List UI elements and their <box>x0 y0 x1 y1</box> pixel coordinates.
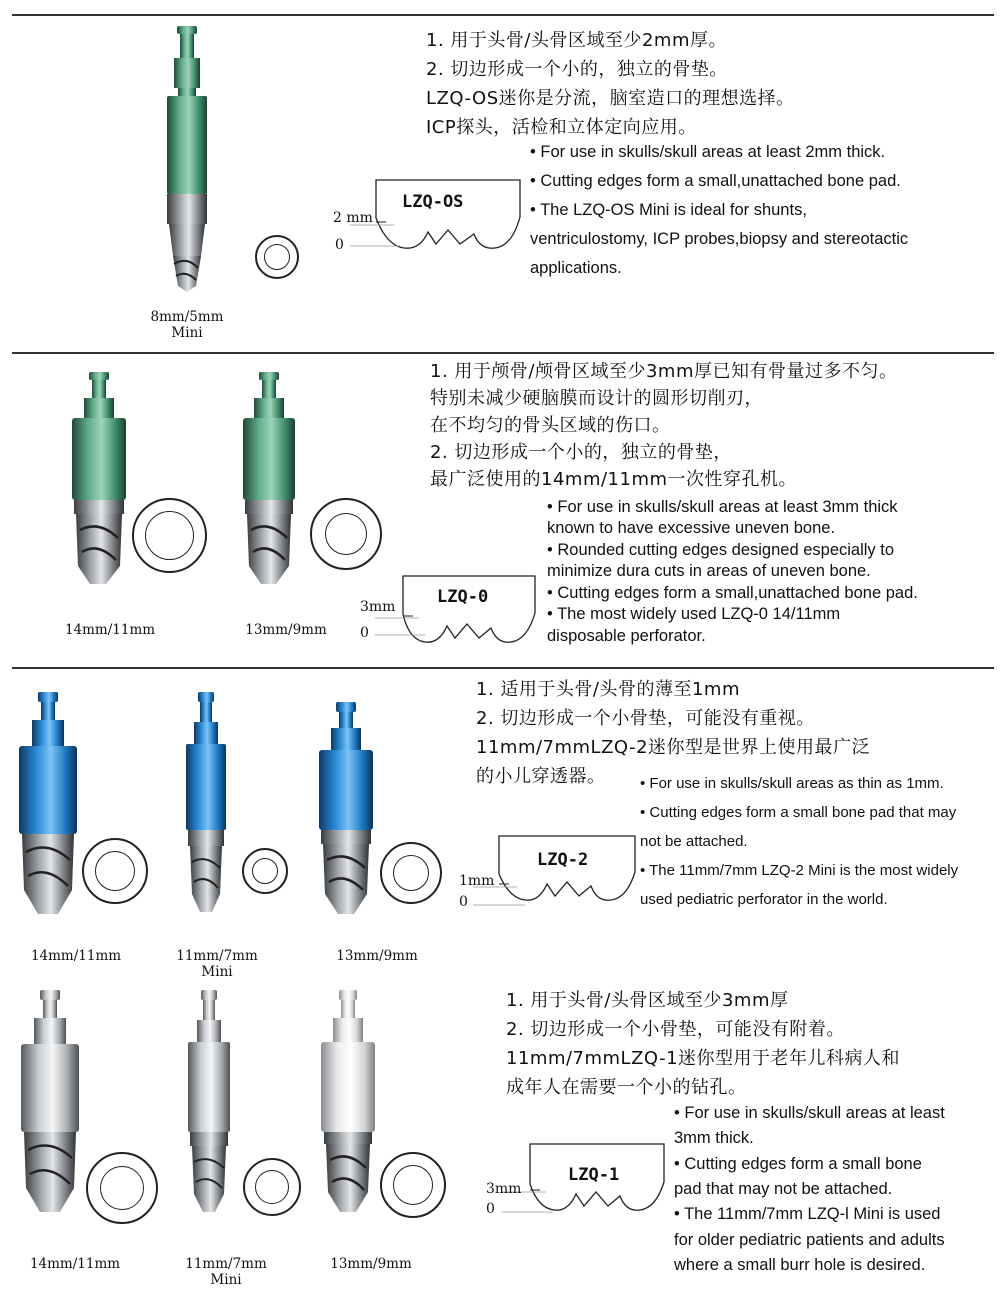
cn-line-3: 11mm/7mmLZQ-1迷你型用于老年儿科病人和 <box>506 1048 901 1069</box>
drill-caption: 13mm/9mm <box>245 622 327 638</box>
cn-line-1: 1. 用于颅骨/颅骨区域至少3mm厚已知有骨量过多不匀。 <box>430 361 898 382</box>
drill-caption: 14mm/11mm <box>30 948 122 964</box>
bone-pad-ring <box>380 842 442 904</box>
bone-pad-ring <box>380 1152 446 1218</box>
drill-image-white-13 <box>316 988 380 1220</box>
diagram-label: LZQ-0 <box>437 587 489 607</box>
en-line-6: for older pediatric patients and adults <box>674 1231 945 1249</box>
diagram-label: LZQ-OS <box>402 192 464 212</box>
en-line-1: • For use in skulls/skull areas at least <box>674 1104 945 1122</box>
bone-pad-ring <box>255 235 299 279</box>
en-line-5: • The 11mm/7mm LZQ-l Mini is used <box>674 1205 941 1223</box>
diagram-label: LZQ-2 <box>537 850 589 870</box>
zero-label: 0 <box>335 237 344 253</box>
en-line-2: known to have excessive uneven bone. <box>547 519 836 537</box>
cn-line-1: 1. 用于头骨/头骨区域至少3mm厚 <box>506 990 789 1011</box>
cn-line-1: 1. 适用于头骨/头骨的薄至1mm <box>476 679 740 700</box>
cn-line-4: ICP探头，活检和立体定向应用。 <box>426 117 697 138</box>
en-line-5: • Cutting edges form a small,unattached bone pad. <box>547 584 918 602</box>
section-divider-2 <box>12 352 994 354</box>
drill-image-blue-mini <box>182 690 230 922</box>
depth-diagram-lzq-2 <box>455 832 645 914</box>
depth-diagram-lzq-0 <box>355 568 545 658</box>
en-line-4: minimize dura cuts in areas of uneven bone. <box>547 562 871 580</box>
cn-line-4: 成年人在需要一个小的钻孔。 <box>506 1077 747 1098</box>
drill-caption: 14mm/11mm <box>29 1256 121 1272</box>
en-line-5: used pediatric perforator in the world. <box>640 891 888 908</box>
cn-line-2: 特别未减少硬脑膜而设计的圆形切削刃， <box>430 388 763 409</box>
section-divider-3 <box>12 667 994 669</box>
bone-pad-ring <box>86 1152 158 1224</box>
top-divider <box>12 14 994 16</box>
depth-diagram-lzq-1 <box>482 1140 672 1222</box>
en-line-4: • The 11mm/7mm LZQ-2 Mini is the most widely <box>640 862 959 879</box>
drill-image-blue-13 <box>312 700 378 922</box>
en-line-4: ventriculostomy, ICP probes,biopsy and stereotactic <box>530 230 909 248</box>
cn-line-5: 最广泛使用的14mm/11mm一次性穿孔机。 <box>430 469 798 490</box>
drill-caption: 8mm/5mm Mini <box>150 309 224 341</box>
zero-label: 0 <box>486 1201 495 1217</box>
depth-label: 2 mm <box>333 210 373 226</box>
en-line-3: not be attached. <box>640 833 748 850</box>
en-line-4: pad that may not be attached. <box>674 1180 893 1198</box>
en-line-2: • Cutting edges form a small bone pad that may <box>640 804 957 821</box>
cn-line-4: 的小儿穿透器。 <box>476 766 606 787</box>
zero-label: 0 <box>459 894 468 910</box>
cn-line-4: 2. 切边形成一个小的，独立的骨垫， <box>430 442 732 463</box>
depth-label: 3mm <box>360 599 396 615</box>
diagram-label: LZQ-1 <box>568 1165 620 1185</box>
drill-image-silver-14 <box>16 988 84 1220</box>
drill-image-silver-mini <box>184 988 234 1220</box>
en-line-3: • Cutting edges form a small bone <box>674 1155 922 1173</box>
depth-label: 1mm <box>459 873 495 889</box>
drill-image-green-14 <box>64 370 134 592</box>
drill-image-green-13 <box>236 370 302 592</box>
bone-pad-ring <box>310 498 382 570</box>
cn-line-1: 1. 用于头骨/头骨区域至少2mm厚。 <box>426 30 727 51</box>
bone-pad-ring <box>243 1158 301 1216</box>
drill-image-blue-14 <box>14 690 82 922</box>
cn-line-2: 2. 切边形成一个小的，独立的骨垫。 <box>426 59 728 80</box>
en-line-1: • For use in skulls/skull areas at least 3mm thick <box>547 498 898 516</box>
drill-caption: 13mm/9mm <box>330 1256 412 1272</box>
en-line-2: • Cutting edges form a small,unattached bone pad. <box>530 172 901 190</box>
depth-diagram-lzq-os <box>330 172 530 262</box>
en-line-5: applications. <box>530 259 622 277</box>
drill-caption: 11mm/7mm Mini <box>185 1256 267 1288</box>
cn-line-2: 2. 切边形成一个小骨垫，可能没有附着。 <box>506 1019 845 1040</box>
cn-line-3: 在不均匀的骨头区域的伤口。 <box>430 415 671 436</box>
depth-label: 3mm <box>486 1181 522 1197</box>
en-line-3: • The LZQ-OS Mini is ideal for shunts, <box>530 201 807 219</box>
cn-line-3: 11mm/7mmLZQ-2迷你型是世界上使用最广泛 <box>476 737 871 758</box>
en-line-2: 3mm thick. <box>674 1129 754 1147</box>
en-line-1: • For use in skulls/skull areas at least 2mm thick. <box>530 143 886 161</box>
en-line-6: • The most widely used LZQ-0 14/11mm <box>547 605 841 623</box>
bone-pad-ring <box>132 498 207 573</box>
drill-caption: 11mm/7mm Mini <box>176 948 258 980</box>
drill-image-green-mini <box>160 24 214 294</box>
en-line-7: where a small burr hole is desired. <box>674 1256 926 1274</box>
bone-pad-ring <box>242 848 288 894</box>
cn-line-2: 2. 切边形成一个小骨垫，可能没有重视。 <box>476 708 815 729</box>
drill-caption: 13mm/9mm <box>336 948 418 964</box>
cn-line-3: LZQ-OS迷你是分流，脑室造口的理想选择。 <box>426 88 795 109</box>
bone-pad-ring <box>82 838 148 904</box>
zero-label: 0 <box>360 625 369 641</box>
en-line-1: • For use in skulls/skull areas as thin as 1mm. <box>640 775 944 792</box>
en-line-3: • Rounded cutting edges designed especially to <box>547 541 895 559</box>
drill-caption: 14mm/11mm <box>64 622 156 638</box>
en-line-7: disposable perforator. <box>547 627 706 645</box>
